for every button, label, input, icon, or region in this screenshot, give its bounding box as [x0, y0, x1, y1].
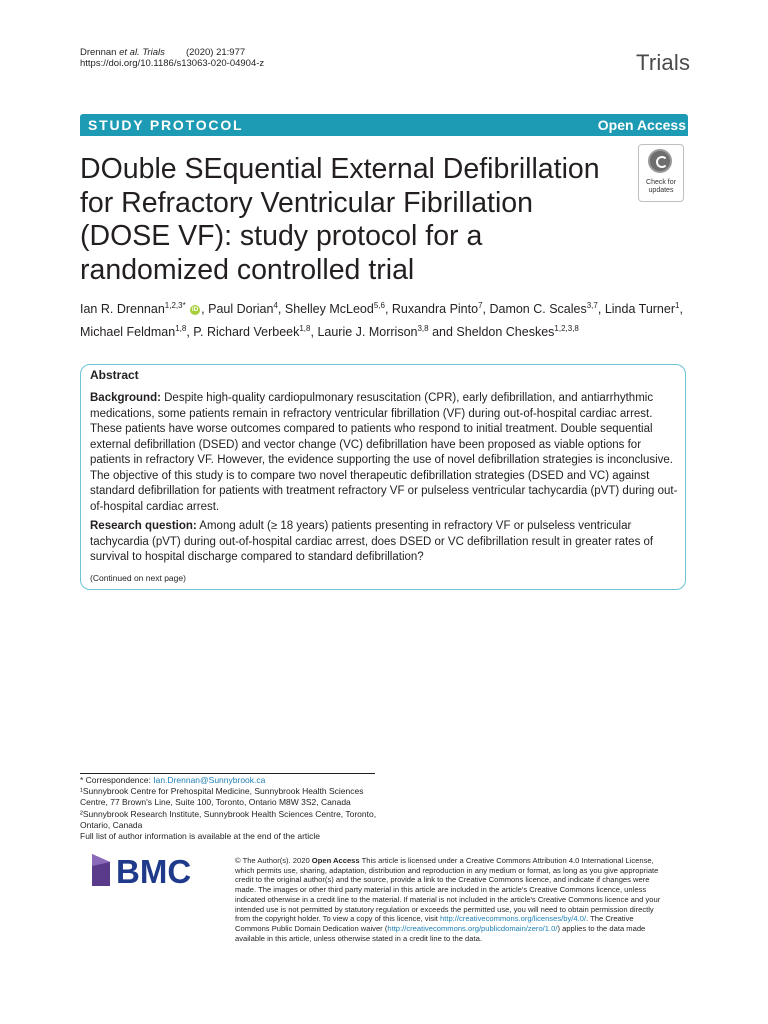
- license-body: This article is licensed under a Creative Commons Attribution 4.0 International License, which permits use, sharing, adaptation, distribution and reproduction in any medium or format, as long as you give appropriate credit to the original author(s) and the source, provide a link to the Creative Commons licence, and indicate if changes were made. The images or other third party material in this article are included in the article's Creative Commons licence, unless indicated otherwise in a credit line to the material. If material is not included in the article's Creative Commons licence and your intended use is not permitted by statutory regulation or exceeds the permitted use, you will need to obtain permission directly from the copyright holder. To view a copy of this licence, visit: [235, 856, 661, 924]
- author-name[interactable]: Laurie J. Morrison: [317, 325, 418, 340]
- badge-line2: updates: [648, 187, 674, 194]
- author-affiliation: 1,2,3*: [164, 301, 186, 310]
- background-label: Background:: [90, 392, 161, 404]
- license-text: [235, 856, 665, 943]
- license-copyright: © The Author(s). 2020: [235, 856, 312, 865]
- bmc-logo: [90, 852, 220, 888]
- check-for-updates-icon: [648, 149, 672, 173]
- author-affiliation: 1: [675, 301, 680, 310]
- footnotes: [80, 775, 390, 842]
- author-name[interactable]: Paul Dorian: [208, 302, 274, 317]
- bmc-logo-text: BMC: [116, 853, 192, 888]
- doi-link[interactable]: https://doi.org/10.1186/s13063-020-04904-z: [80, 58, 265, 69]
- check-for-updates-badge[interactable]: [638, 144, 684, 202]
- journal-name: Trials: [636, 50, 691, 75]
- orcid-icon[interactable]: iD: [191, 305, 199, 313]
- affiliation-2: ²Sunnybrook Research Institute, Sunnybrook Health Sciences Centre, Toronto, Ontario, Canada: [80, 808, 377, 830]
- full-list-note: Full list of author information is available at the end of the article: [80, 831, 321, 842]
- author-name[interactable]: Damon C. Scales: [489, 302, 587, 317]
- article-type-label: STUDY PROTOCOL: [88, 117, 244, 133]
- author-name[interactable]: Ruxandra Pinto: [391, 302, 479, 317]
- citation-year-volume: (2020) 21:977: [185, 47, 246, 58]
- license-open-access: Open Access: [311, 856, 360, 865]
- correspondence-label: * Correspondence:: [80, 775, 154, 785]
- citation-author: Drennan: [80, 47, 117, 58]
- article-title: DOuble SEquential External Defibrillation for Refractory Ventricular Fibrillation (DOSE VF): study protocol for a randomized controlled trial: [80, 153, 600, 286]
- author-list: Ian R. Drennan$^{1,2,3*}$ iD , Paul Dorian$^4$, Shelley McLeod$^{5,6}$, Ruxandra Pinto$^7$, Damon C. Scales$^{3,7}$, Linda Turner$^1$, Michael Feldman$^{1,8}$, P. Richard Verbeek$^{1,8}$, Laurie J. Morrison$^{3,8}$ and Sheldon Cheskes$^{1,2,3,8}$: [80, 301, 683, 340]
- license-body-2: . The Creative Commons Public Domain Dedication waiver (: [235, 914, 634, 933]
- background-text: Despite high-quality cardiopulmonary resuscitation (CPR), early defibrillation, and antiarrhythmic medications, some patients remain in refractory ventricular fibrillation (VF) during out-of-hospital cardiac arrest. These patients have worse outcomes compared to patients who respond to initial treatment. Double sequential external defibrillation (DSED) and vector change (VC) defibrillation have been proposed as viable options for patients in refractory VF. However, the evidence supporting the use of novel defibrillation strategies is inconclusive. The objective of this study is to compare two novel therapeutic defibrillation strategies (DSED and VC) against standard defibrillation for patients with treatment refractory VF or pulseless ventricular tachycardia (pVT) during out-of-hospital cardiac arrest.: [90, 392, 678, 513]
- author-affiliation: 1,8: [299, 324, 311, 334]
- citation-journal: et al. Trials: [119, 47, 165, 58]
- abstract-background: [90, 391, 680, 515]
- abstract-heading: Abstract: [90, 368, 139, 382]
- license-body-3: ) applies to the data made available in this article, unless otherwise stated in a credit line to the data.: [235, 923, 646, 943]
- abstract-research-question: [90, 519, 680, 566]
- author-name[interactable]: Michael Feldman: [80, 325, 176, 340]
- author-affiliation: 1,2,3,8: [554, 324, 579, 334]
- license-link-cc-by[interactable]: http://creativecommons.org/licenses/by/4.0/: [440, 914, 587, 924]
- author-affiliation: 7: [478, 301, 483, 310]
- author-name[interactable]: Linda Turner: [604, 302, 675, 317]
- author-affiliation: 3,7: [586, 301, 598, 310]
- author-name[interactable]: Ian R. Drennan: [80, 302, 165, 317]
- author-name[interactable]: Sheldon Cheskes: [456, 325, 555, 340]
- author-affiliation: 3,8: [417, 324, 429, 334]
- continued-note: (Continued on next page): [90, 573, 186, 583]
- author-name[interactable]: P. Richard Verbeek: [193, 325, 300, 340]
- footnote-divider: [80, 773, 375, 774]
- author-affiliation: 5,6: [373, 301, 385, 310]
- author-name[interactable]: Shelley McLeod: [284, 302, 374, 317]
- affiliation-1: ¹Sunnybrook Centre for Prehospital Medicine, Sunnybrook Health Sciences Centre, 77 Brown's Line, Suite 100, Toronto, Ontario M8W 3S2, Canada: [80, 786, 364, 808]
- badge-line1: Check for: [646, 179, 676, 186]
- author-affiliation: 4: [273, 301, 278, 310]
- research-question-text: Among adult (≥ 18 years) patients presenting in refractory VF or pulseless ventricular tachycardia (pVT) during out-of-hospital cardiac arrest, does DSED or VC defibrillation result in greater rates of survival to hospital discharge compared to standard defibrillation?: [90, 520, 654, 563]
- correspondence-email[interactable]: Ian.Drennan@Sunnybrook.ca: [153, 775, 266, 785]
- badge-text: [639, 179, 683, 195]
- author-affiliation: 1,8: [175, 324, 187, 334]
- open-access-label: Open Access: [597, 117, 686, 133]
- license-link-cc0[interactable]: http://creativecommons.org/publicdomain/zero/1.0/: [387, 923, 558, 933]
- research-question-label: Research question:: [90, 520, 197, 532]
